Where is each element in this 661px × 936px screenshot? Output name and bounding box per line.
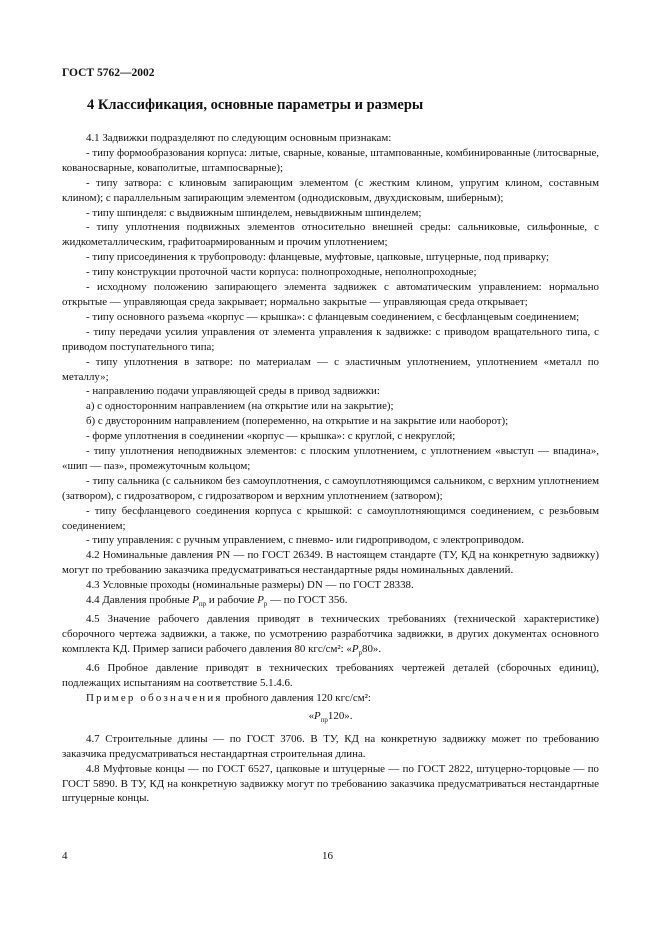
text: 120». <box>327 709 353 722</box>
paragraph: - типу уплотнения подвижных элементов относительно внешней среды: сальниковые, сильфонные, с жидкометаллическим, графитоармированным и прочим уплотнением; <box>62 221 599 249</box>
paragraph: - типу передачи усилия управления от элемента управления к задвижке: с приводом вращательного типа, с приводом поступательного типа; <box>62 325 599 353</box>
paragraph: 4.3 Условные проходы (номинальные размеры) DN — по ГОСТ 28338. <box>86 579 414 592</box>
text: и рабочие <box>206 594 258 607</box>
paragraph: - направлению подачи управляющей среды в привод задвижки: <box>86 385 380 398</box>
text: 80». <box>362 642 382 655</box>
example-label: Пример обозначения <box>86 691 223 704</box>
paragraph: - типу бесфланцевого соединения корпуса с крышкой: с самоуплотняющимся соединением, с резьбовым соединением; <box>62 504 599 532</box>
paragraph-4-4 <box>62 593 599 612</box>
text: « <box>308 709 315 722</box>
paragraph: - типу присоединения к трубопроводу: фланцевые, муфтовые, цапковые, штуцерные, под приварку; <box>86 251 550 264</box>
document-body <box>62 131 599 806</box>
paragraph-4-5 <box>62 612 599 661</box>
paragraph: - типу сальника (с сальником без самоуплотнения, с самоуплотняющимся сальником, с верхним уплотнением (затвором), с гидрозатвором, с гидрозатвором и верхним уплотнением (затвором); <box>62 474 599 502</box>
paragraph-4-8: 4.8 Муфтовые концы — по ГОСТ 6527, цапковые и штуцерные — по ГОСТ 2822, штуцерно-торцовые — по ГОСТ 5890. В ТУ, КД на конкретную задвижку могут по требованию заказчика предусматриваться нестандартные штуцерные концы. <box>62 762 599 805</box>
text: 4.5 Значение рабочего давления приводят в технических требованиях (технической характеристике) сборочного чертежа задвижки, а также, по усмотрению разработчика задвижки, в других документах основного комплекта КД. Пример записи рабочего давления 80 кгс/см²: « <box>62 613 599 655</box>
example-line <box>62 691 599 706</box>
text: 4.4 Давления пробные <box>86 594 193 607</box>
paragraph: а) с односторонним направлением (на открытие или на закрытие); <box>86 400 394 413</box>
section-title: 4 Классификация, основные параметры и размеры <box>87 97 424 113</box>
subscript: пр <box>198 600 207 609</box>
paragraph-4-6: 4.6 Пробное давление приводят в технических требованиях чертежей деталей (сборочных единиц), подлежащих испытаниям на соответствие 5.1.4.6. <box>62 662 599 689</box>
subscript: р <box>358 649 363 658</box>
pressure-symbol: P <box>257 594 264 607</box>
formula <box>62 709 599 728</box>
page-number-left: 4 <box>62 850 68 862</box>
paragraph: - типу управления: с ручным управлением, с пневмо- или гидроприводом, с электроприводом. <box>86 534 524 547</box>
subscript: пр <box>320 715 328 724</box>
pressure-symbol: P <box>351 642 359 655</box>
paragraph: - типу конструкции проточной части корпуса: полнопроходные, неполнопроходные; <box>86 266 477 279</box>
paragraph: б) с двусторонним направлением (попеременно, на открытие и на закрытие или наоборот); <box>86 415 509 428</box>
document-code: ГОСТ 5762—2002 <box>62 67 155 79</box>
paragraph: - форме уплотнения в соединении «корпус — крышка»: с круглой, с некруглой; <box>86 430 456 443</box>
paragraph: - типу уплотнения в затворе: по материалам — с эластичным уплотнением, уплотнением «металл по металлу»; <box>62 355 599 383</box>
subscript: р <box>263 600 268 609</box>
paragraph: 4.1 Задвижки подразделяют по следующим основным признакам: <box>86 132 392 144</box>
page-number-center: 16 <box>322 850 333 862</box>
pressure-symbol: P <box>192 594 199 607</box>
paragraph-4-7: 4.7 Строительные длины — по ГОСТ 3706. В ТУ, КД на конкретную задвижку может по требованию заказчика предусматриваться нестандартная строительная длина. <box>62 732 599 760</box>
text: — по ГОСТ 356. <box>267 594 348 607</box>
paragraph: 4.2 Номинальные давления PN — по ГОСТ 26349. В настоящем стандарте (ТУ, КД на конкретную задвижку) могут по требованию заказчика предусматриваться нестандартные ряды номинальных давлений. <box>62 549 599 577</box>
paragraph: - типу формообразования корпуса: литые, сварные, кованые, штампованные, комбинированные (литосварные, кованосварные, коваполитые, штампосварные); <box>62 146 599 174</box>
example-text: пробного давления 120 кгс/см²: <box>222 691 371 704</box>
paragraph: - типу уплотнения неподвижных элементов: с плоским уплотнением, с уплотнением «выступ — впадина», «шип — паз», промежуточным кольцом; <box>62 445 599 472</box>
pressure-symbol: P <box>314 709 321 722</box>
paragraph: - типу затвора: с клиновым запирающим элементом (с жестким клином, упругим клином, составным клином); с параллельным запирающим элементом (однодисковым, двухдисковым, шиберным); <box>62 176 599 204</box>
paragraph: - исходному положению запирающего элемента задвижек с автоматическим управлением: нормально открытые — управляющая среда закрывает; нормально закрытые — управляющая среда открывает; <box>62 281 599 308</box>
paragraph: - типу основного разъема «корпус — крышка»: с фланцевым соединением, с бесфланцевым соединением; <box>86 310 580 323</box>
paragraph: - типу шпинделя: с выдвижным шпинделем, невыдвижным шпинделем; <box>86 206 422 219</box>
